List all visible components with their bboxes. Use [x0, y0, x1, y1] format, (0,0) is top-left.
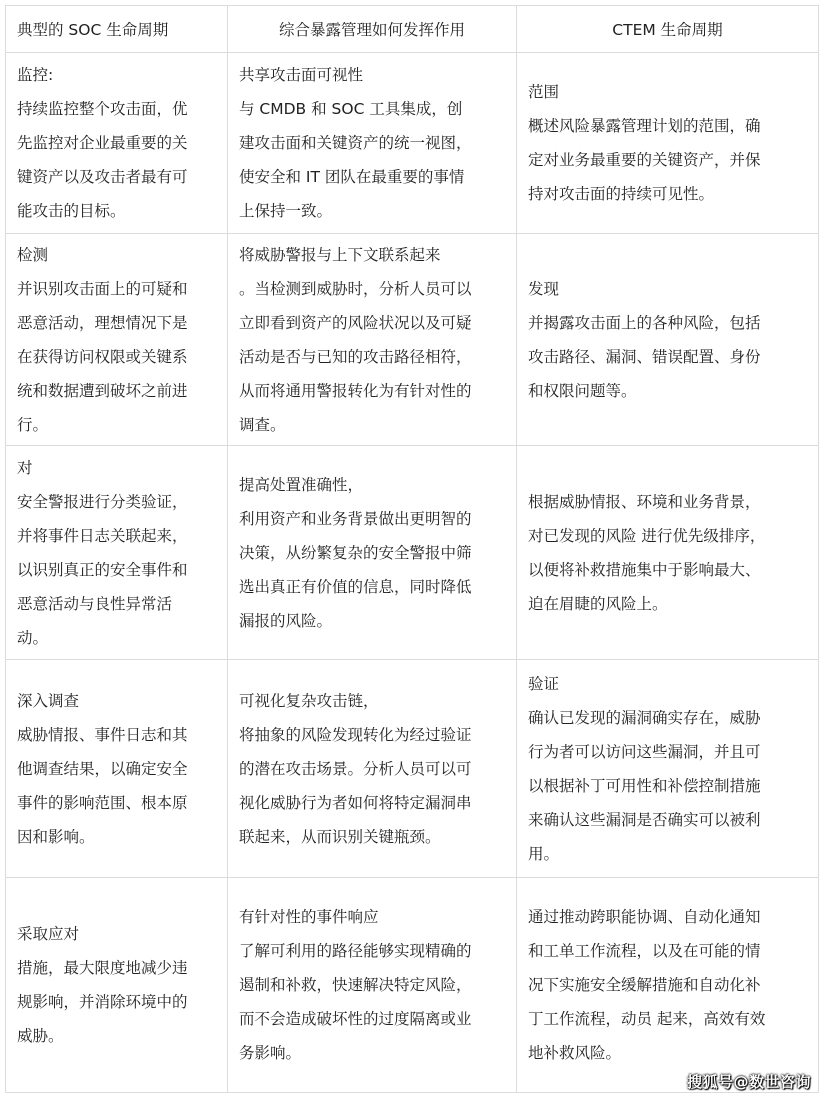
cell-line: 规影响，并消除环境中的 — [17, 993, 188, 1011]
cell-line: 事件的影响范围、根本原 — [17, 793, 188, 812]
cell-line: 建攻击面和关键资产的统一视图， — [239, 134, 472, 152]
cell-line: 迫在眉睫的风险上。 — [528, 594, 668, 613]
header-ctem-lifecycle: CTEM 生命周期 — [517, 6, 819, 53]
cell-line: 持对攻击面的持续可见性。 — [528, 185, 715, 203]
cell-line: 利用资产和业务背景做出更明智的 — [239, 509, 472, 528]
cell-line: 以便将补救措施集中于影响最大、 — [528, 560, 761, 579]
cell-line: 在获得访问权限或关键系 — [17, 347, 188, 366]
header-row — [6, 6, 819, 53]
soc-cell — [6, 660, 228, 878]
cell-line: 遏制和补救，快速解决特定风险， — [239, 976, 472, 994]
cell-line: 上保持一致。 — [239, 202, 333, 220]
cell-line: 决策，从纷繁复杂的安全警报中筛 — [239, 543, 472, 562]
soc-cell — [6, 878, 228, 1093]
cell-line: 的潜在攻击场景。分析人员可以可 — [239, 759, 472, 778]
cell-line: 先监控对企业最重要的关 — [17, 134, 188, 152]
cell-line: 。当检测到威胁时，分析人员可以 — [239, 279, 472, 298]
cell-line: 务影响。 — [239, 1044, 302, 1062]
cell-line: 他调查结果，以确定安全 — [17, 759, 188, 778]
ctem-cell — [517, 446, 819, 660]
cell-line: 检测 — [17, 245, 49, 264]
cell-line: 对已发现的风险 进行优先级排序， — [528, 526, 766, 545]
cell-line: 确认已发现的漏洞确实存在，威胁 — [528, 708, 761, 727]
ctem-cell — [517, 878, 819, 1093]
exposure-cell — [228, 53, 517, 234]
cell-line: 了解可利用的路径能够实现精确的 — [239, 942, 472, 960]
cell-line: 联起来，从而识别关键瓶颈。 — [239, 827, 441, 846]
soc-cell — [6, 53, 228, 234]
exposure-cell — [228, 660, 517, 878]
cell-line: 而不会造成破坏性的过度隔离或业 — [239, 1010, 472, 1028]
cell-line: 提高处置准确性， — [239, 475, 364, 494]
cell-line: 安全警报进行分类验证， — [17, 492, 188, 511]
table-row — [6, 660, 819, 878]
cell-line: 根据威胁情报、环境和业务背景， — [528, 492, 761, 511]
cell-line: 动。 — [17, 628, 49, 647]
cell-line: 并将事件日志关联起来， — [17, 526, 188, 545]
cell-line: 采取应对 — [17, 925, 80, 943]
cell-line: 以识别真正的安全事件和 — [17, 560, 188, 579]
cell-line: 选出真正有价值的信息，同时降低 — [239, 577, 472, 596]
cell-line: 监控: — [17, 66, 54, 84]
comparison-table — [5, 5, 819, 1093]
cell-line: 行。 — [17, 415, 49, 434]
ctem-cell — [517, 660, 819, 878]
cell-line: 和权限问题等。 — [528, 381, 637, 400]
table-row — [6, 234, 819, 446]
cell-line: 使安全和 IT 团队在最重要的事情 — [239, 168, 465, 186]
table-row — [6, 53, 819, 234]
cell-line: 威胁。 — [17, 1027, 64, 1045]
cell-line: 通过推动跨职能协调、自动化通知 — [528, 908, 761, 926]
cell-line: 并揭露攻击面上的各种风险，包括 — [528, 313, 761, 332]
cell-line: 以根据补丁可用性和补偿控制措施 — [528, 776, 761, 795]
cell-line: 范围 — [528, 83, 560, 101]
cell-line: 立即看到资产的风险状况以及可疑 — [239, 313, 472, 332]
soc-cell — [6, 446, 228, 660]
ctem-cell — [517, 53, 819, 234]
cell-line: 恶意活动与良性异常活 — [17, 594, 173, 613]
cell-line: 地补救风险。 — [528, 1044, 622, 1062]
exposure-cell — [228, 234, 517, 446]
cell-line: 活动是否与已知的攻击路径相符， — [239, 347, 472, 366]
cell-line: 视化威胁行为者如何将特定漏洞串 — [239, 793, 472, 812]
cell-line: 并识别攻击面上的可疑和 — [17, 279, 188, 298]
watermark: 搜狐号@数世咨询 — [686, 1073, 811, 1091]
cell-line: 威胁情报、事件日志和其 — [17, 725, 188, 744]
cell-line: 措施，最大限度地减少违 — [17, 959, 188, 977]
exposure-cell — [228, 446, 517, 660]
cell-line: 可视化复杂攻击链， — [239, 691, 379, 710]
cell-line: 键资产以及攻击者最有可 — [17, 168, 188, 186]
cell-line: 和工单工作流程，以及在可能的情 — [528, 942, 761, 960]
header-exposure-management: 综合暴露管理如何发挥作用 — [228, 6, 517, 53]
cell-line: 深入调查 — [17, 691, 80, 710]
cell-line: 从而将通用警报转化为有针对性的 — [239, 381, 472, 400]
cell-line: 丁工作流程，动员 起来，高效有效 — [528, 1010, 766, 1028]
table-row — [6, 446, 819, 660]
cell-line: 攻击路径、漏洞、错误配置、身份 — [528, 347, 761, 366]
table-row — [6, 878, 819, 1093]
cell-line: 能攻击的目标。 — [17, 202, 126, 220]
cell-line: 与 CMDB 和 SOC 工具集成，创 — [239, 100, 463, 118]
cell-line: 漏报的风险。 — [239, 611, 333, 630]
cell-line: 行为者可以访问这些漏洞，并且可 — [528, 742, 761, 761]
cell-line: 况下实施安全缓解措施和自动化补 — [528, 976, 761, 994]
cell-line: 调查。 — [239, 415, 286, 434]
cell-line: 将威胁警报与上下文联系起来 — [239, 245, 441, 264]
table-body — [6, 53, 819, 1093]
cell-line: 发现 — [528, 279, 560, 298]
cell-line: 持续监控整个攻击面，优 — [17, 100, 188, 118]
cell-line: 有针对性的事件响应 — [239, 908, 379, 926]
header-soc-lifecycle: 典型的 SOC 生命周期 — [6, 6, 228, 53]
ctem-cell — [517, 234, 819, 446]
cell-line: 统和数据遭到破坏之前进 — [17, 381, 188, 400]
cell-line: 将抽象的风险发现转化为经过验证 — [239, 725, 472, 744]
cell-line: 用。 — [528, 844, 560, 863]
exposure-cell — [228, 878, 517, 1093]
cell-line: 来确认这些漏洞是否确实可以被利 — [528, 810, 761, 829]
cell-line: 定对业务最重要的关键资产，并保 — [528, 151, 761, 169]
cell-line: 恶意活动，理想情况下是 — [17, 313, 188, 332]
cell-line: 因和影响。 — [17, 827, 95, 846]
cell-line: 验证 — [528, 674, 560, 693]
soc-cell — [6, 234, 228, 446]
cell-line: 概述风险暴露管理计划的范围，确 — [528, 117, 761, 135]
cell-line: 共享攻击面可视性 — [239, 66, 364, 84]
cell-line: 对 — [17, 458, 33, 477]
